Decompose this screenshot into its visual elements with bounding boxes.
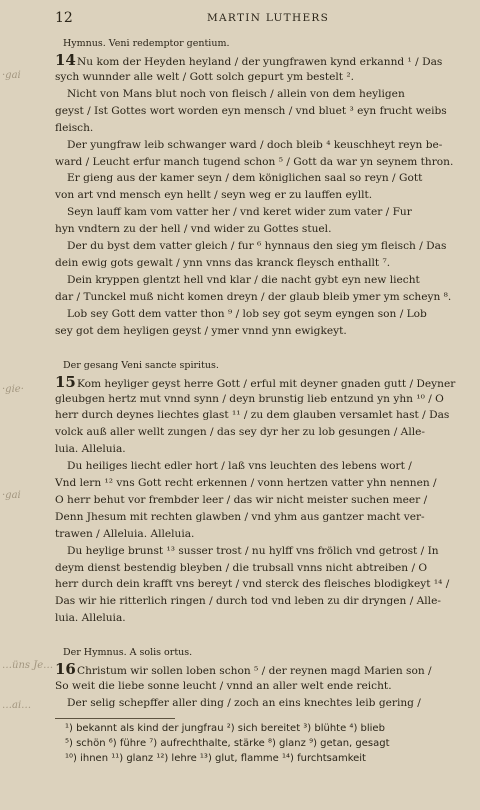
hymn-title: Der Hymnus. A solis ortus.: [63, 647, 193, 659]
hymn-line: herr durch deynes liechtes glast ¹¹ / zu dem glauben versamlet hast / Das: [55, 409, 450, 422]
hymn-number: 15: [55, 372, 76, 391]
footnotes: [55, 721, 469, 766]
margin-note: …üns Je…: [2, 660, 54, 671]
running-title: MARTIN LUTHERS: [207, 12, 330, 24]
hymn-line: O herr behut vor frembder leer / das wir nicht meister suchen meer /: [55, 493, 428, 506]
hymn-line: Du heylige brunst ¹³ susser trost / nu hylff vns frölich vnd getrost / In: [67, 544, 439, 557]
page-header: [55, 10, 469, 32]
hymn-title: Hymnus. Veni redemptor gentium.: [63, 38, 230, 49]
margin-note: …ai…: [2, 700, 32, 711]
hymn-first-line: [55, 51, 469, 69]
hymn-line: hyn vndtern zu der hell / vnd wider zu Gottes stuel.: [55, 223, 332, 236]
hymn-line: von art vnd mensch eyn hellt / seyn weg er zu lauffen eyllt.: [55, 189, 373, 202]
margin-note: ·gai: [2, 490, 21, 501]
hymn-title: Der gesang Veni sancte spiritus.: [63, 359, 219, 371]
hymn-line: dein ewig gots gewalt / ynn vnns das kranck fleysch enthallt ⁷.: [55, 256, 391, 269]
hymn-line: Das wir hie ritterlich ringen / durch tod vnd leben zu dir dryngen / Alle-: [55, 595, 441, 608]
hymn-line: trawen / Alleluia. Alleluia.: [55, 527, 195, 540]
hymn-line: Vnd lern ¹² vns Gott recht erkennen / vonn hertzen vatter yhn nennen /: [55, 477, 437, 490]
hymn-first-line: [55, 373, 469, 391]
hymn-first-line: [55, 660, 469, 678]
hymn-line: Christum wir sollen loben schon ⁵ / der reynen magd Marien son /: [77, 665, 432, 678]
hymn-line: Lob sey Gott dem vatter thon ⁹ / lob sey got seym eyngen son / Lob: [67, 307, 427, 320]
hymn-line: Der du byst dem vatter gleich / fur ⁶ hynnaus den sieg ym fleisch / Das: [67, 240, 447, 253]
hymn-number: 16: [55, 660, 76, 679]
hymn-line: deym dienst bestendig bleyben / die trubsall vnns nicht abtreiben / O: [55, 561, 428, 574]
hymn-line: Nicht von Mans blut noch von fleisch / allein von dem heyligen: [67, 87, 405, 100]
hymn-line: Dein kryppen glentzt hell vnd klar / die nacht gybt eyn new liecht: [67, 273, 420, 286]
margin-note: ·gai: [2, 70, 21, 81]
hymn-line: So weit die liebe sonne leucht / vnnd an aller welt ende reicht.: [55, 680, 392, 693]
footnote-line: ⁵) schön ⁶) führe ⁷) aufrechthalte, stärke ⁸) glanz ⁹) getan, gesagt: [65, 738, 390, 749]
footnote-divider: [55, 718, 175, 719]
hymn-line: ward / Leucht erfur manch tugend schon ⁵ / Gott da war yn seynem thron.: [55, 155, 454, 168]
hymn-line: Der yungfraw leib schwanger ward / doch bleib ⁴ keuschheyt reyn be-: [67, 138, 443, 151]
hymn-number: 14: [55, 51, 76, 69]
margin-note: ·gie·: [2, 384, 24, 395]
hymn-line: Der selig schepffer aller ding / zoch an eins knechtes leib gering /: [67, 697, 421, 710]
hymn-line: Er gieng aus der kamer seyn / dem königlichen saal so reyn / Gott: [67, 172, 423, 185]
hymn-line: dar / Tunckel muß nicht komen dreyn / der glaub bleib ymer ym scheyn ⁸.: [55, 290, 452, 303]
hymn-line: Seyn lauff kam vom vatter her / vnd keret wider zum vater / Fur: [67, 206, 412, 219]
hymn-line: luia. Alleluia.: [55, 443, 126, 456]
hymn-line: luia. Alleluia.: [55, 612, 126, 625]
footnote-line: ¹⁰) ihnen ¹¹) glanz ¹²) lehre ¹³) glut, flamme ¹⁴) furchtsamkeit: [65, 753, 366, 764]
hymn-line: fleisch.: [55, 121, 94, 134]
page-number: 12: [55, 10, 73, 26]
page-content: [55, 10, 469, 766]
hymn-line: Nu kom der Heyden heyland / der yungfrawen kynd erkannd ¹ / Das: [77, 56, 443, 68]
footnote-line: ¹) bekannt als kind der jungfrau ²) sich bereitet ³) blühte ⁴) blieb: [65, 723, 385, 734]
hymn-line: Denn Jhesum mit rechten glawben / vnd yhm aus gantzer macht ver-: [55, 510, 425, 523]
hymn-line: Kom heyliger geyst herre Gott / erful mit deyner gnaden gutt / Deyner: [77, 377, 456, 390]
hymn-line: geyst / Ist Gottes wort worden eyn mensch / vnd bluet ³ eyn frucht weibs: [55, 104, 447, 117]
hymn-line: gleubgen hertz mut vnnd synn / deyn brunstig lieb entzund yn yhn ¹⁰ / O: [55, 392, 444, 405]
hymn-line: Du heiliges liecht edler hort / laß vns leuchten des lebens wort /: [67, 460, 412, 473]
hymn-line: volck auß aller wellt zungen / das sey dyr her zu lob gesungen / Alle-: [55, 426, 425, 439]
hymn-line: herr durch dein krafft vns bereyt / vnd sterck des fleisches blodigkeyt ¹⁴ /: [55, 578, 450, 591]
hymn-line: sych wunnder alle welt / Gott solch gepurt ym bestelt ².: [55, 71, 355, 83]
hymn-line: sey got dem heyligen geyst / ymer vnnd ynn ewigkeyt.: [55, 324, 347, 337]
